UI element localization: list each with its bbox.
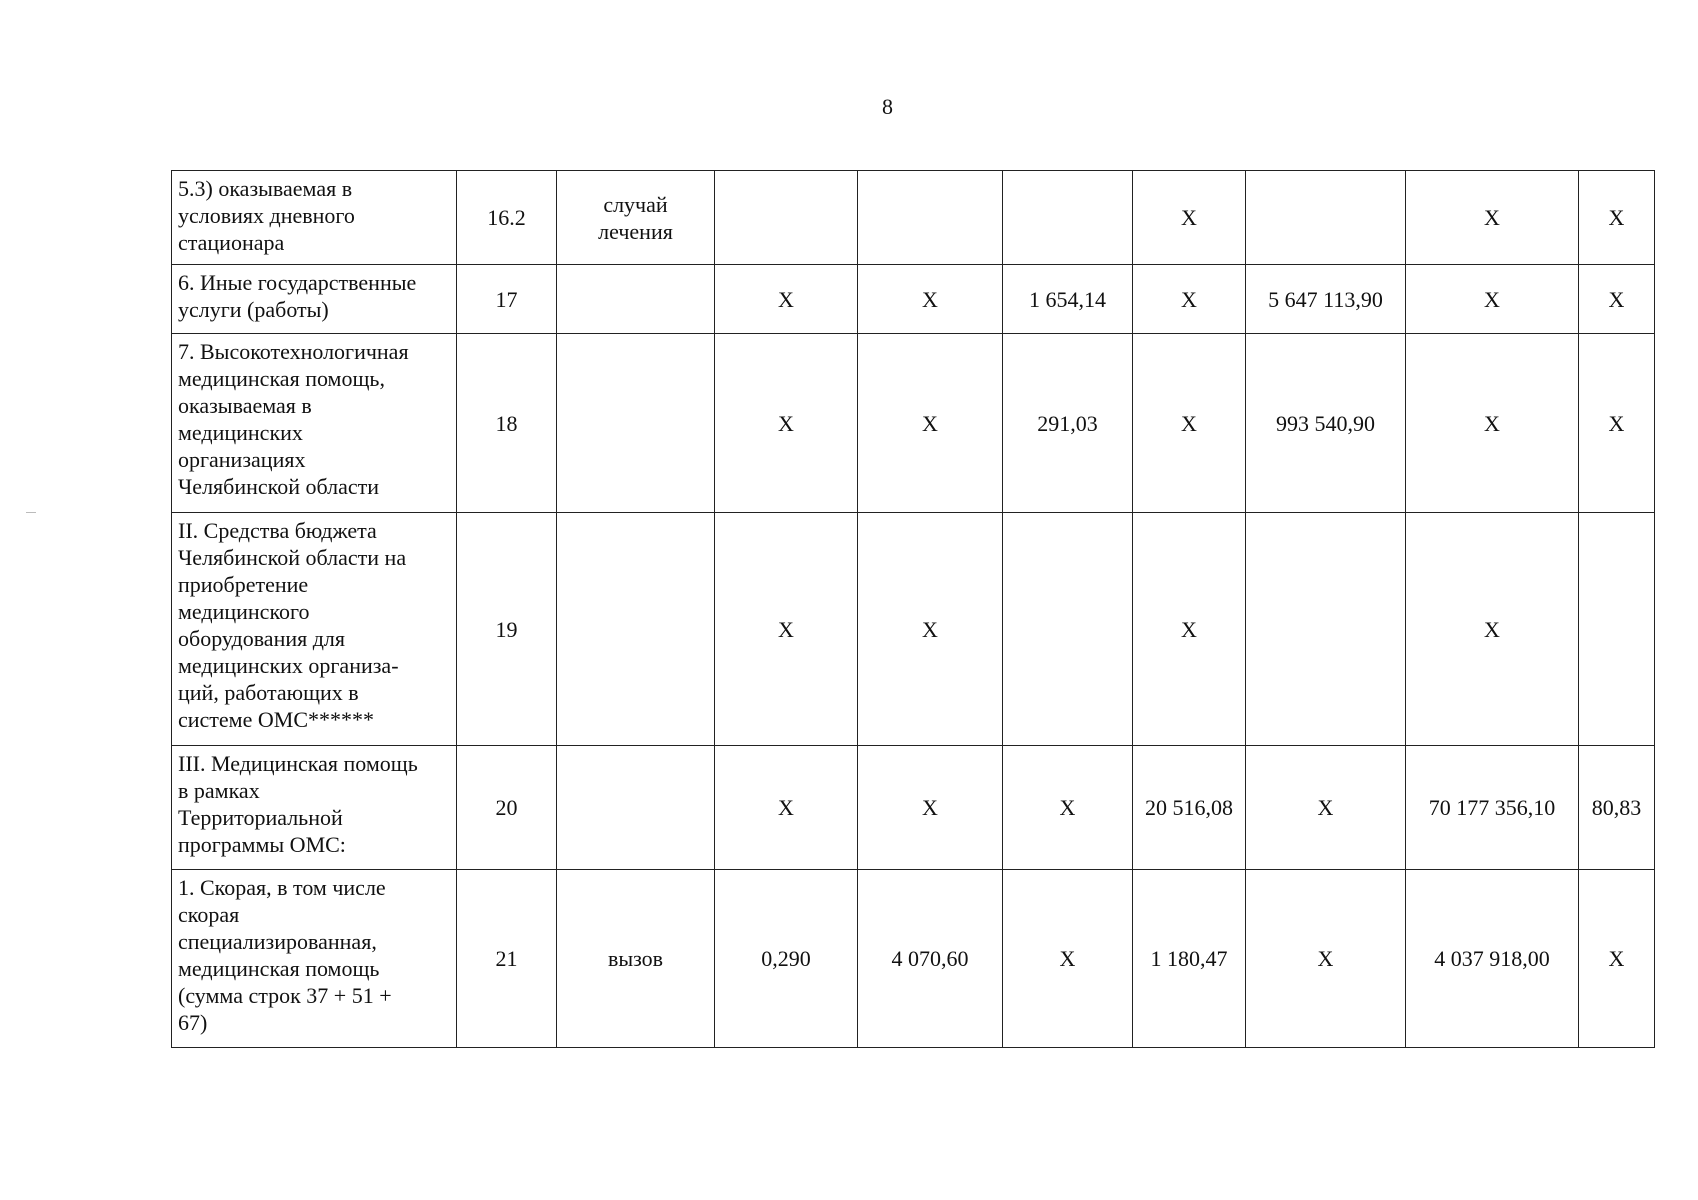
row-code: 18	[457, 334, 557, 513]
row-code: 21	[457, 870, 557, 1048]
cell-c7: 1 180,47	[1133, 870, 1246, 1048]
cell-c8: X	[1246, 746, 1406, 870]
table-row	[172, 171, 1655, 265]
row-name: 5.3) оказываемая в условиях дневного стационара	[172, 171, 457, 265]
cell-c9: X	[1406, 265, 1579, 334]
row-unit: вызов	[557, 870, 715, 1048]
cell-c6	[1003, 171, 1133, 265]
row-code: 20	[457, 746, 557, 870]
cell-c10: X	[1579, 870, 1655, 1048]
table-row	[172, 513, 1655, 746]
cell-c6: X	[1003, 870, 1133, 1048]
table-row	[172, 870, 1655, 1048]
cell-c8	[1246, 171, 1406, 265]
cell-c6: X	[1003, 746, 1133, 870]
cell-c6: 1 654,14	[1003, 265, 1133, 334]
cell-c5: X	[858, 746, 1003, 870]
cell-c5: X	[858, 513, 1003, 746]
table-row	[172, 746, 1655, 870]
cell-c5: X	[858, 265, 1003, 334]
cell-c9: 70 177 356,10	[1406, 746, 1579, 870]
cell-c5: X	[858, 334, 1003, 513]
cell-c8: X	[1246, 870, 1406, 1048]
row-unit	[557, 513, 715, 746]
cell-c8: 5 647 113,90	[1246, 265, 1406, 334]
row-code: 16.2	[457, 171, 557, 265]
row-code: 17	[457, 265, 557, 334]
cell-c7: X	[1133, 513, 1246, 746]
cell-c7: X	[1133, 334, 1246, 513]
table-row	[172, 334, 1655, 513]
cell-c4: X	[715, 746, 858, 870]
row-unit	[557, 334, 715, 513]
cell-c4	[715, 171, 858, 265]
row-name: 6. Иные государственные услуги (работы)	[172, 265, 457, 334]
cell-c7: X	[1133, 265, 1246, 334]
cell-c10: X	[1579, 171, 1655, 265]
page-number: 8	[882, 94, 893, 119]
cell-c8	[1246, 513, 1406, 746]
cell-c6	[1003, 513, 1133, 746]
cell-c4: X	[715, 334, 858, 513]
cell-c5: 4 070,60	[858, 870, 1003, 1048]
row-name: II. Средства бюджета Челябинской области на приобретение медицинского оборудования для медицинских организа- ций, работающих в системе ОМС******	[172, 513, 457, 746]
row-name: 7. Высокотехнологичная медицинская помощь, оказываемая в медицинских организациях Челябинской области	[172, 334, 457, 513]
row-name: 1. Скорая, в том числе скорая специализированная, медицинская помощь (сумма строк 37 + 51 + 67)	[172, 870, 457, 1048]
table-row	[172, 265, 1655, 334]
cell-c5	[858, 171, 1003, 265]
cell-c10: X	[1579, 265, 1655, 334]
scan-mark	[26, 512, 36, 513]
cell-c9: X	[1406, 334, 1579, 513]
cell-c4: 0,290	[715, 870, 858, 1048]
cell-c4: X	[715, 265, 858, 334]
row-name: III. Медицинская помощь в рамках Территориальной программы ОМС:	[172, 746, 457, 870]
cell-c7: 20 516,08	[1133, 746, 1246, 870]
row-code: 19	[457, 513, 557, 746]
cell-c9: X	[1406, 171, 1579, 265]
cell-c6: 291,03	[1003, 334, 1133, 513]
row-unit	[557, 265, 715, 334]
cell-c10	[1579, 513, 1655, 746]
cell-c10: 80,83	[1579, 746, 1655, 870]
cell-c9: 4 037 918,00	[1406, 870, 1579, 1048]
cell-c9: X	[1406, 513, 1579, 746]
row-unit: случай лечения	[557, 171, 715, 265]
cell-c10: X	[1579, 334, 1655, 513]
cell-c4: X	[715, 513, 858, 746]
cell-c7: X	[1133, 171, 1246, 265]
data-table	[171, 170, 1655, 1048]
row-unit	[557, 746, 715, 870]
cell-c8: 993 540,90	[1246, 334, 1406, 513]
